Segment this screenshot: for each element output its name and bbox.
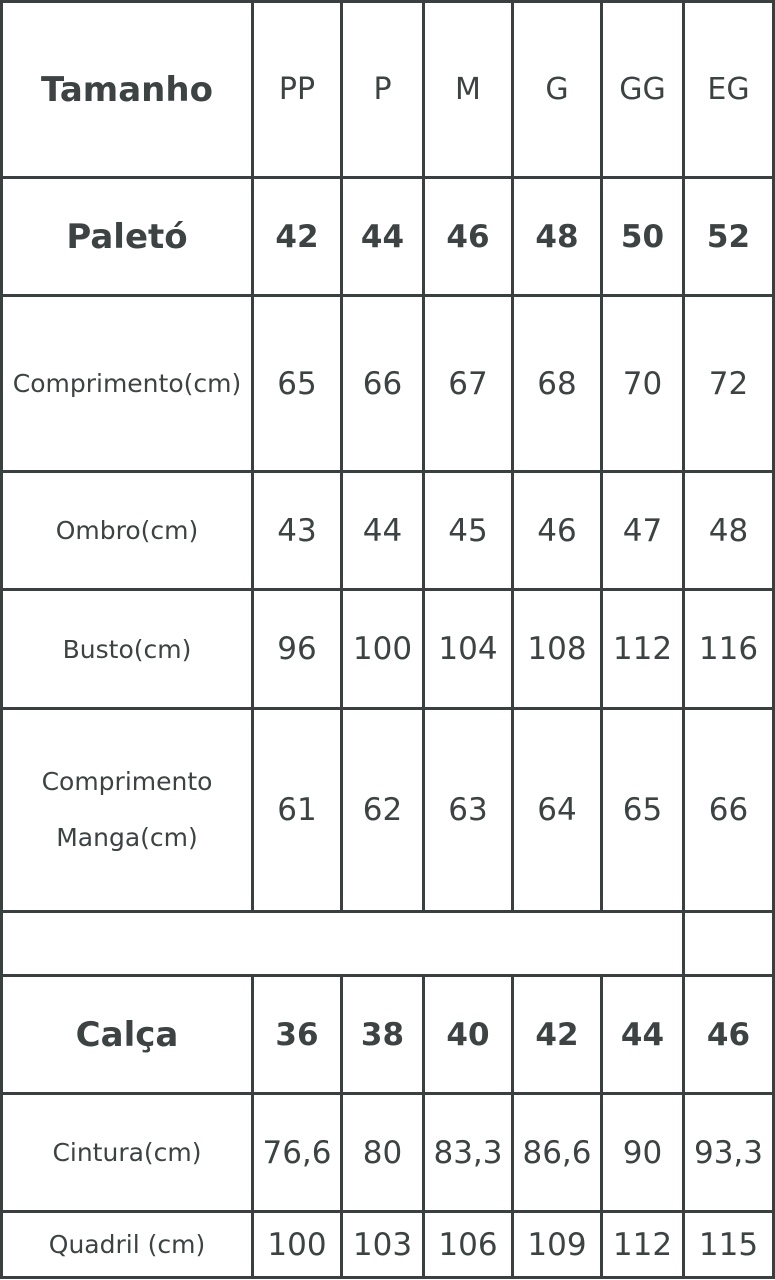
measurement-value: 47	[622, 512, 663, 549]
jacket-size-number: 42	[275, 218, 319, 255]
jacket-size-number: 44	[360, 218, 405, 255]
jacket-size-number: 50	[620, 218, 665, 255]
measurement-value: 72	[708, 365, 749, 402]
grid-row-line	[0, 1276, 775, 1279]
measurement-value: 80	[362, 1134, 403, 1171]
size-header-cell: GG	[619, 72, 666, 107]
measurement-value: 103	[352, 1226, 413, 1263]
measurement-value: 65	[622, 792, 663, 828]
measurement-value: 48	[708, 512, 749, 549]
pants-size-number: 38	[360, 1016, 405, 1053]
measurement-value: 83,3	[433, 1134, 503, 1171]
row-label-line: Comprimento	[41, 767, 213, 796]
measurement-value: 70	[622, 365, 663, 402]
measurement-value: 62	[362, 792, 403, 828]
measurement-label: Ombro(cm)	[55, 516, 199, 545]
jacket-size-number: 52	[706, 218, 751, 255]
measurement-value: 96	[277, 631, 317, 667]
pants-title: Calça	[75, 1014, 179, 1055]
size-header-cell: PP	[278, 72, 316, 107]
measurement-value: 100	[352, 631, 413, 667]
size-header-cell: M	[455, 72, 481, 107]
measurement-value: 93,3	[693, 1134, 764, 1171]
header-label: Tamanho	[41, 69, 213, 110]
row-label-line: Manga(cm)	[56, 823, 198, 852]
measurement-value: 68	[537, 365, 577, 402]
pants-size-number: 44	[620, 1016, 665, 1053]
measurement-value: 104	[438, 631, 498, 667]
measurement-label	[3, 710, 251, 910]
size-header-cell: EG	[707, 72, 750, 107]
measurement-label: Quadril (cm)	[48, 1230, 206, 1259]
measurement-value: 116	[698, 631, 759, 667]
jacket-size-number: 46	[446, 218, 490, 255]
measurement-value: 108	[527, 631, 587, 667]
pants-size-number: 40	[446, 1016, 490, 1053]
measurement-value: 66	[362, 365, 403, 402]
measurement-value: 90	[622, 1134, 663, 1171]
pants-size-number: 36	[275, 1016, 319, 1053]
measurement-label: Busto(cm)	[62, 634, 192, 664]
measurement-value: 66	[708, 792, 749, 828]
size-header-cell: P	[373, 72, 392, 107]
measurement-label: Cintura(cm)	[52, 1138, 202, 1167]
measurement-value: 86,6	[522, 1134, 592, 1171]
measurement-value: 61	[277, 792, 317, 828]
pants-size-number: 42	[535, 1016, 579, 1053]
measurement-value: 65	[277, 365, 317, 402]
jacket-size-number: 48	[535, 218, 579, 255]
measurement-value: 64	[537, 792, 577, 828]
measurement-value: 67	[448, 365, 488, 402]
measurement-value: 45	[448, 512, 488, 549]
grid-row-line	[0, 910, 775, 913]
measurement-value: 100	[267, 1226, 327, 1263]
jacket-title: Paletó	[66, 216, 188, 257]
size-header-cell: G	[545, 72, 569, 107]
measurement-value: 76,6	[262, 1134, 332, 1171]
measurement-value: 44	[362, 512, 403, 549]
measurement-value: 106	[438, 1226, 498, 1263]
measurement-value: 43	[277, 512, 317, 549]
measurement-value: 115	[698, 1226, 759, 1263]
measurement-value: 112	[612, 631, 673, 667]
measurement-value: 63	[448, 792, 488, 828]
measurement-value: 46	[537, 512, 577, 549]
measurement-value: 112	[612, 1226, 673, 1263]
measurement-value: 109	[527, 1226, 587, 1263]
pants-size-number: 46	[706, 1016, 751, 1053]
measurement-label: Comprimento(cm)	[12, 369, 242, 398]
